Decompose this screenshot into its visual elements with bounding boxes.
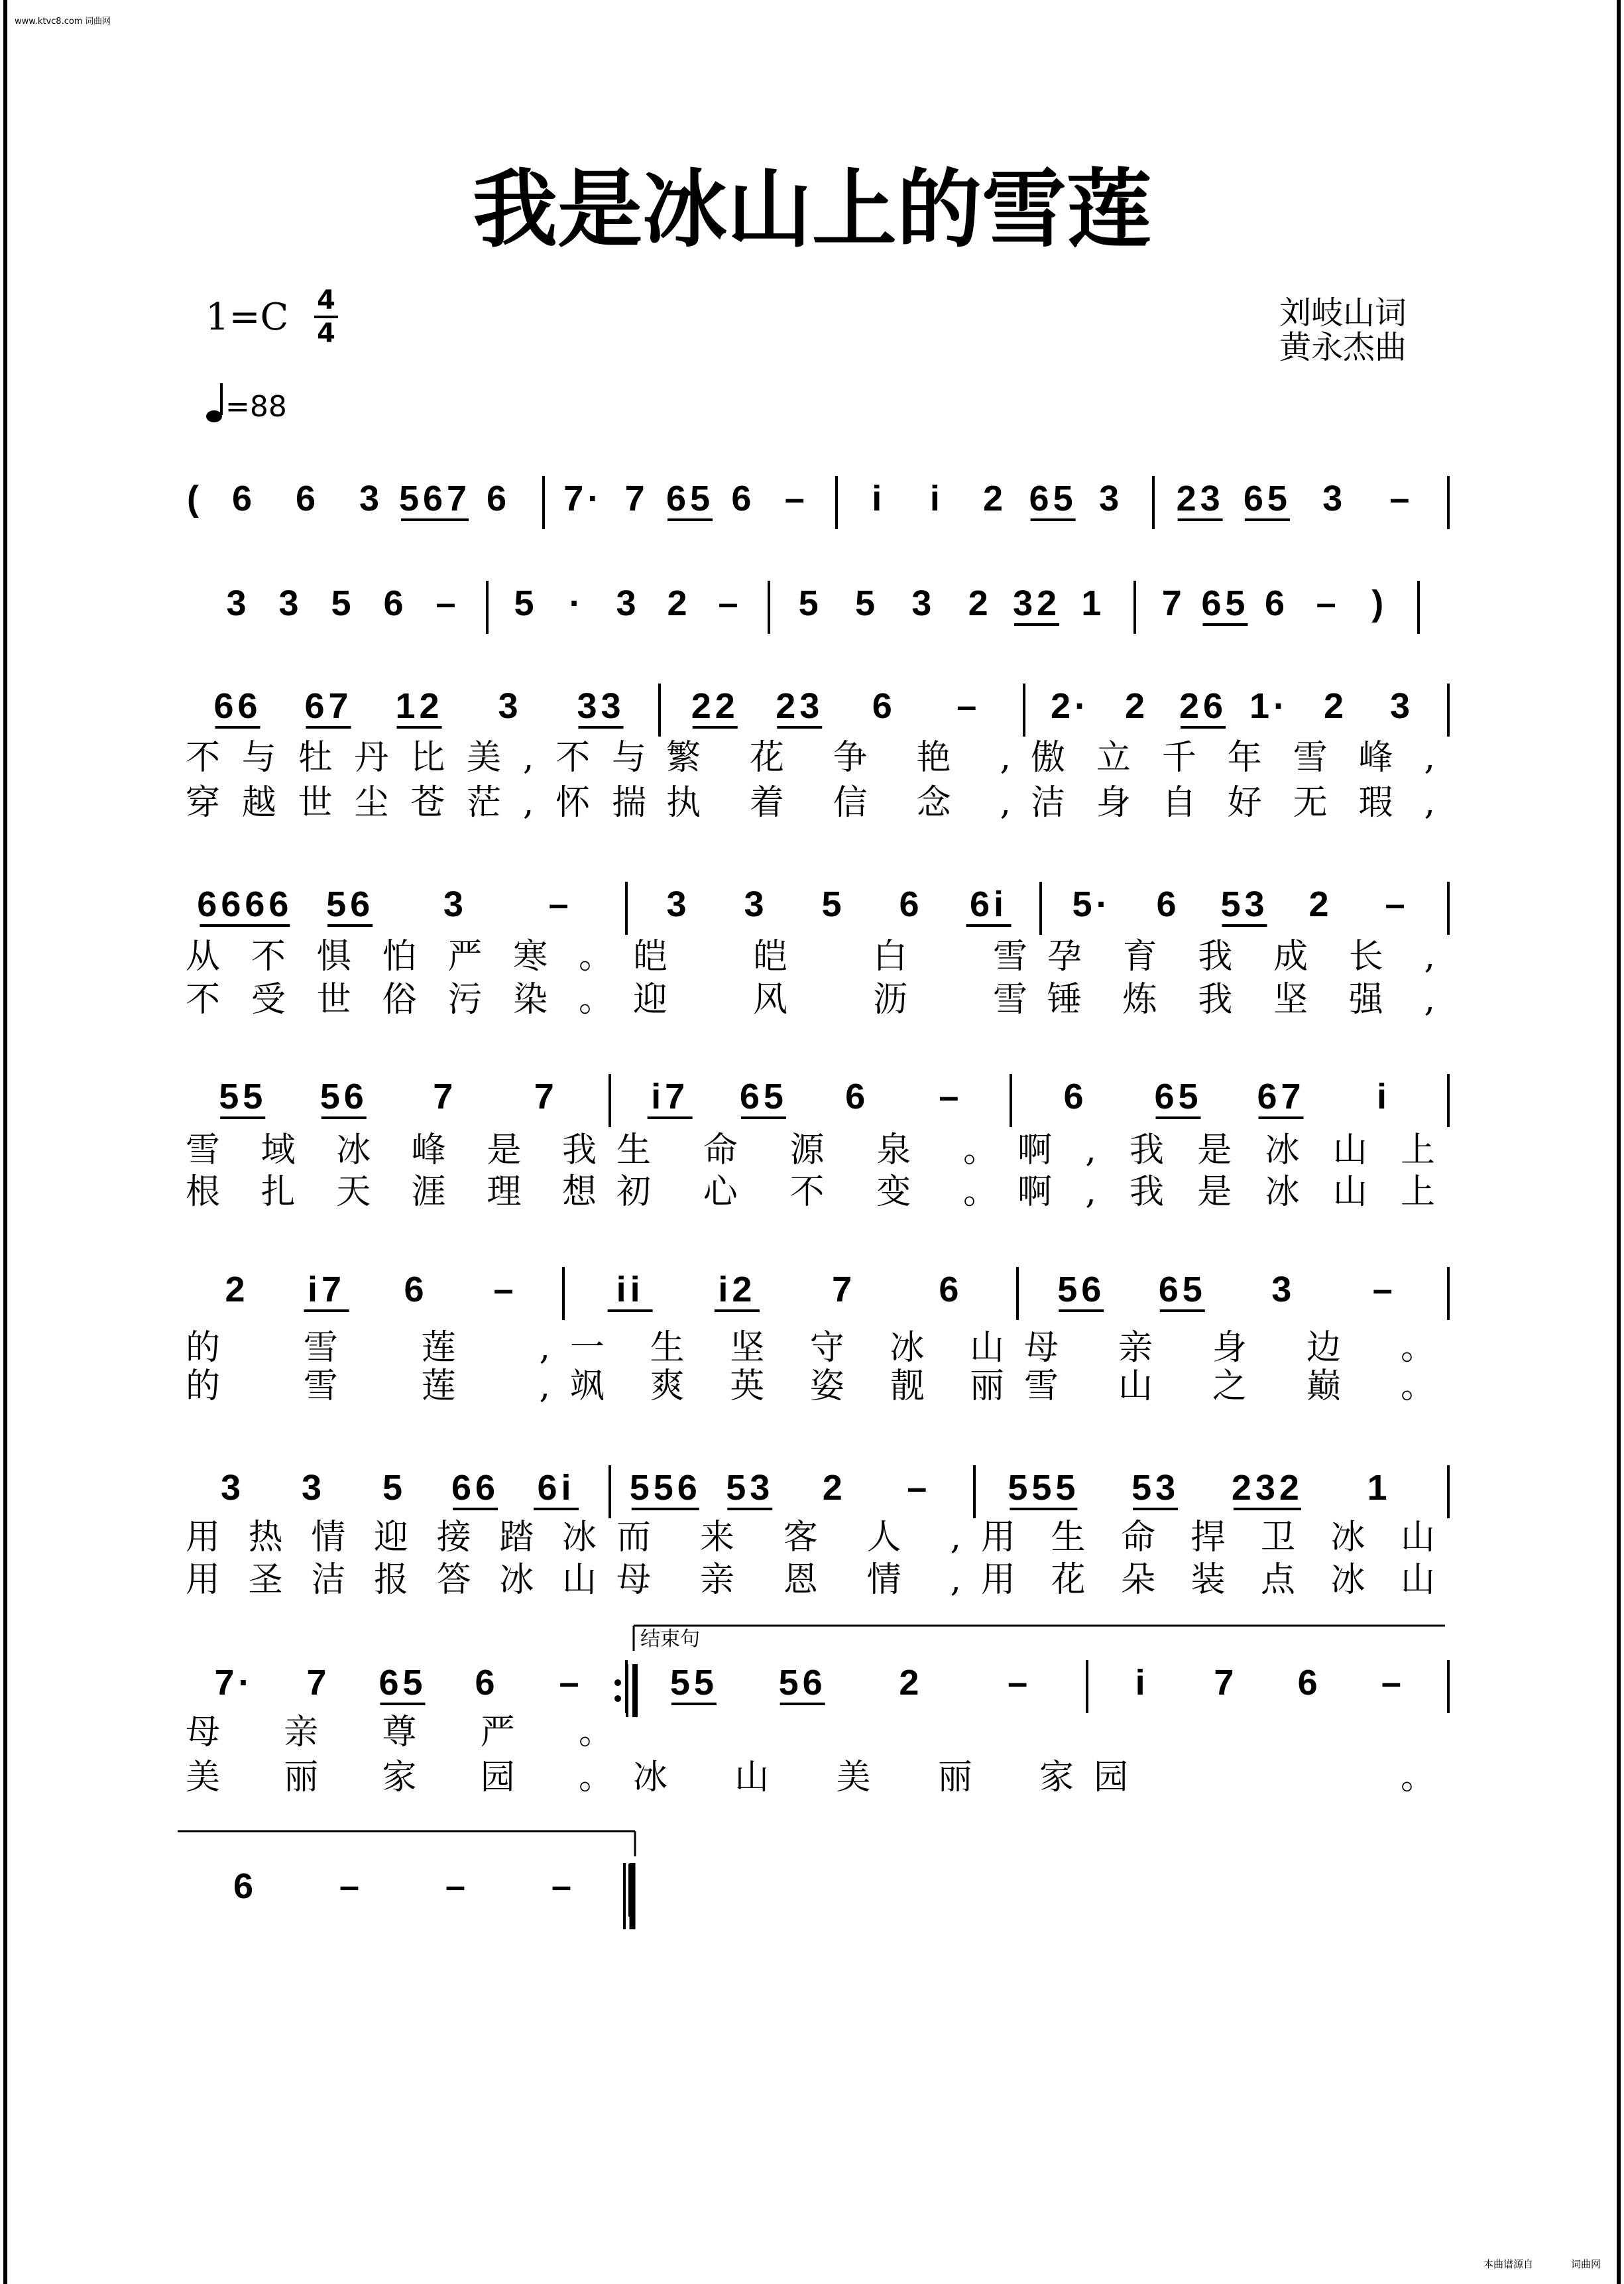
lyric-text: 根扎天涯理想 [186,1172,597,1212]
note-glyph: 65 [739,1077,787,1116]
note-glyph: 6 [404,1270,428,1309]
lyric-text: 迎风沥雪 [633,980,1027,1020]
note-glyph: – [1372,1270,1397,1309]
note-glyph: 2 [1323,686,1348,726]
lyric-text: 啊,我是冰山上 [1017,1130,1435,1170]
note-glyph: 56 [326,884,375,924]
note-glyph: 55 [669,1663,718,1703]
note-glyph: – [548,884,573,924]
lyricist-credit: 刘岐山词 [1279,294,1407,331]
note-glyph: 7 [832,1270,856,1309]
lyric-text: 雪山之巅。 [1024,1366,1435,1406]
note-glyph: i [1376,1077,1391,1116]
note-glyph: ) [1371,583,1388,623]
note-glyph: 7· [214,1663,255,1703]
note-glyph: 3 [220,1468,245,1508]
note-glyph: 3 [1389,686,1415,726]
note-glyph: 2 [899,1663,923,1703]
note-glyph: 56 [1057,1270,1106,1309]
note-glyph: 2 [225,1270,249,1309]
note-glyph: 6 [1063,1077,1088,1116]
note-glyph: i2 [718,1270,756,1309]
note-glyph: 555 [1008,1468,1080,1508]
note-glyph: – [339,1866,364,1906]
lyric-text: 初心不变。 [616,1172,998,1212]
note-glyph: 2 [982,479,1008,518]
note-glyph: 6 [1156,884,1181,924]
lyric-text: 用圣洁报答冰山 [186,1560,597,1600]
note-glyph: 6 [475,1663,499,1703]
lyric-text: 皑皑白雪 [633,937,1027,977]
lyric-text: 用花朵装点冰山 [981,1560,1435,1600]
lyric-text: 不与牡丹比美,不与 [186,738,646,778]
site-url: www.ktvc8.com [15,17,83,27]
lyric-text: 母亲恩情, [616,1560,961,1600]
note-glyph: 5 [854,583,880,623]
note-glyph: 66 [213,686,262,726]
note-glyph: 22 [691,686,739,726]
note-glyph: 56 [319,1077,368,1116]
note-glyph: 5 [331,583,355,623]
note-glyph: 67 [304,686,353,726]
note-glyph: 2 [1308,884,1333,924]
lyric-text: 傲立千年雪峰, [1031,738,1435,778]
lyric-text: 的雪莲, [186,1328,550,1368]
note-glyph: 12 [395,686,443,726]
note-glyph: – [718,583,742,623]
note-glyph: – [1385,884,1409,924]
note-glyph: 2· [1050,686,1091,726]
site-name: 词曲网 [85,17,111,27]
note-glyph: 3 [744,884,768,924]
note-glyph: 5 [798,583,823,623]
note-glyph: 6 [731,479,756,518]
note-glyph: – [445,1866,470,1906]
note-glyph: 2 [968,583,992,623]
lyric-text: 不受世俗污染。 [186,980,613,1020]
note-glyph: 6i [537,1468,575,1508]
song-title: 我是冰山上的雪莲 [472,160,1152,259]
note-glyph: 3 [1271,1270,1296,1309]
note-glyph: 53 [726,1468,774,1508]
note-glyph: 65 [378,1663,427,1703]
lyric-text: 穿越世尘苍茫,怀揣 [186,783,646,823]
note-glyph: 3 [1099,479,1124,518]
note-glyph: 3 [666,884,691,924]
note-glyph: 67 [1257,1077,1305,1116]
lyric-text: 冰山美丽家 [633,1758,1074,1797]
lyric-text: 锤炼我坚强, [1047,980,1435,1020]
lyric-text: 用热情迎接踏冰 [186,1518,597,1557]
note-glyph: 3 [498,686,522,726]
note-glyph: – [907,1468,931,1508]
note-glyph: 55 [219,1077,267,1116]
note-glyph: 65 [1154,1077,1202,1116]
note-glyph: – [784,479,809,518]
note-glyph: – [957,686,981,726]
note-glyph: 53 [1220,884,1269,924]
note-glyph: 32 [1012,583,1061,623]
note-glyph: 7 [433,1077,457,1116]
note-glyph: ii [616,1270,644,1309]
note-glyph: 7 [624,479,649,518]
note-glyph: 5 [821,884,846,924]
note-glyph: 6 [872,686,896,726]
note-glyph: – [559,1663,583,1703]
note-glyph: – [1316,583,1340,623]
note-glyph: – [1381,1663,1405,1703]
note-glyph: 5· [1072,884,1112,924]
note-glyph: 3 [616,583,640,623]
footer-text: 本曲谱源自 [1483,2258,1534,2270]
note-glyph: i [872,479,886,518]
note-glyph: 7 [306,1663,331,1703]
note-glyph: 3 [226,583,251,623]
lyric-text: 的雪莲, [186,1366,550,1406]
note-glyph: 6i [969,884,1008,924]
note-glyph: 1 [1367,1468,1391,1508]
key-signature: 1=C [205,296,289,339]
note-glyph: 33 [577,686,625,726]
lyric-text: 美丽家园。 [186,1758,613,1797]
note-glyph: 6 [231,479,257,518]
note-glyph: 6 [1297,1663,1322,1703]
note-glyph: 3 [301,1468,326,1508]
note-glyph: 65 [1243,479,1291,518]
note-glyph: 66 [451,1468,500,1508]
lyric-text: 飒爽英姿靓丽 [570,1366,1004,1406]
composer-credit: 黄永杰曲 [1279,329,1407,366]
note-glyph: 3 [911,583,936,623]
note-glyph: 3 [278,583,303,623]
note-glyph: – [551,1866,576,1906]
lyric-text: 而来客人, [616,1518,961,1557]
lyric-text: 用生命捍卫冰山 [981,1518,1435,1557]
note-glyph: 6 [1264,583,1289,623]
note-glyph: 3 [443,884,467,924]
note-glyph: 6 [899,884,923,924]
lyric-text: 啊,我是冰山上 [1017,1172,1435,1212]
note-glyph: – [493,1270,518,1309]
lyric-text: 洁身自好无瑕, [1031,783,1435,823]
tempo-marking: =88 [225,390,287,424]
note-glyph: 232 [1231,1468,1303,1508]
note-glyph: 2 [1124,686,1149,726]
note-glyph: 6 [486,479,511,518]
note-glyph: 6 [845,1077,870,1116]
note-glyph: 7 [1161,583,1186,623]
note-glyph: 23 [1176,479,1224,518]
lyric-text: 母亲尊严。 [186,1713,613,1752]
time-signature-top: 4 [317,285,335,316]
note-glyph: 6 [233,1866,258,1906]
lyric-line [186,738,646,778]
repeat-dot [614,1679,621,1686]
note-glyph: 2 [822,1468,846,1508]
note-glyph: 3 [1322,479,1347,518]
note-glyph: 23 [776,686,824,726]
note-glyph: 6 [939,1270,963,1309]
open-parenthesis: ( [187,479,199,518]
lyric-text: 执着信念, [666,783,1011,823]
note-glyph: 2 [667,583,691,623]
note-glyph: i7 [651,1077,689,1116]
note-glyph: – [1389,479,1414,518]
note-glyph: 1· [1249,686,1290,726]
note-glyph: 65 [666,479,715,518]
note-glyph: i [1135,1663,1149,1703]
repeat-dot [614,1695,621,1702]
note-glyph: 7· [563,479,604,518]
lyric-text: 从不惧怕严寒。 [186,937,613,977]
lyric-text: 生命源泉。 [616,1130,998,1170]
note-glyph: i [929,479,944,518]
time-signature-bottom: 4 [317,318,335,349]
lyric-text: 繁花争艳, [666,738,1011,778]
note-glyph: 5 [514,583,538,623]
note-glyph: 6 [295,479,320,518]
note-glyph: 3 [359,479,384,518]
lyric-text: 园。 [1094,1758,1435,1797]
note-glyph: 53 [1131,1468,1180,1508]
note-glyph: 556 [629,1468,701,1508]
footer-brand: 词曲网 [1571,2258,1601,2270]
note-glyph: 65 [1158,1270,1206,1309]
note-glyph: 1 [1081,583,1106,623]
note-glyph: 7 [534,1077,558,1116]
note-glyph: 26 [1179,686,1228,726]
lyric-text: 雪域冰峰是我 [186,1130,597,1170]
lyric-text: 一生坚守冰山 [570,1328,1004,1368]
note-glyph: 65 [1029,479,1077,518]
note-glyph: 6 [383,583,408,623]
volta-label: 结束句 [640,1628,700,1651]
lyric-text: 孕育我成长, [1047,937,1435,977]
note-glyph: 7 [1214,1663,1238,1703]
note-glyph: – [1008,1663,1032,1703]
lyric-line [186,783,646,823]
note-glyph: 6666 [197,884,293,924]
note-glyph: i7 [307,1270,346,1309]
note-glyph: · [569,583,585,623]
note-glyph: 56 [778,1663,827,1703]
lyric-text: 母亲身边。 [1024,1328,1435,1368]
note-glyph: 5 [382,1468,407,1508]
note-glyph: – [939,1077,963,1116]
note-glyph: 567 [398,479,471,518]
note-glyph: 65 [1201,583,1249,623]
note-glyph: – [435,583,460,623]
